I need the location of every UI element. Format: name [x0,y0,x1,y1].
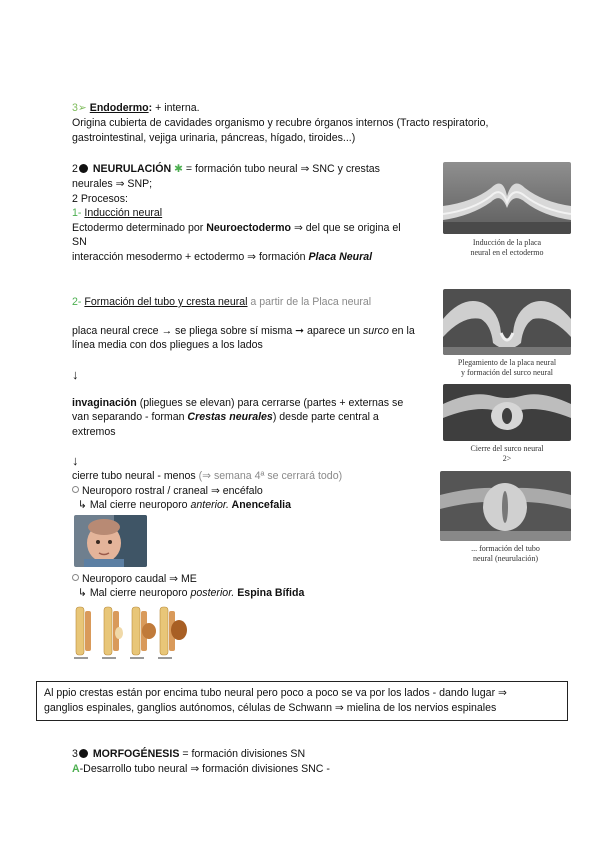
arrow-bullet-icon: ➢ [77,102,87,114]
proceso2-prefix: 2- [72,296,85,308]
caption-cierre-line1: Cierre del surco neural [470,444,544,453]
proceso2-rest: a partir de la Placa neural [247,296,372,308]
neurulacion-line7 [72,250,372,264]
morfogenesis-heading [72,747,305,761]
formacion-p1-line1 [72,324,415,338]
proceso2-heading [72,295,371,309]
arrow-down-icon: ↓ [72,367,79,382]
neurulacion-line6: SN [72,236,87,248]
subitem-text: -Desarrollo tubo neural ⇒ formación divisiones SNC - [79,763,330,775]
caption-plegamiento-line1: Plegamiento de la placa neural [457,358,557,367]
caudal-subitem [78,586,304,600]
micrograph-plegamiento [443,289,571,355]
caption-cierre-line2: 2> [502,454,512,463]
caption-induccion-line1: Inducción de la placa [472,238,542,247]
endodermo-text-line2: gastrointestinal, vejiga urinaria, páncreas, hígado, tiroides...) [72,132,356,144]
rostral-subitem [78,498,291,512]
anencefalia-photo [74,515,147,567]
crestas-neurales-term: Crestas neurales [187,411,273,423]
caption-plegamiento [443,358,571,378]
anencefalia-term: Anencefalia [229,499,292,511]
neurulacion-line2: neurales ⇒ SNP; [72,178,153,190]
star-icon: ✱ [174,163,183,175]
micrograph-cierre-surco [443,384,571,441]
formacion-p2-line3: extremos [72,426,116,438]
neurulacion-line3: 2 Procesos: [72,193,128,205]
morfogenesis-title: MORFOGÉNESIS [92,748,180,760]
proceso1-title: Inducción neural [84,207,163,219]
invaginacion-term: invaginación [72,397,137,409]
black-circle-icon-2 [79,749,88,758]
placa-neural-term: Placa Neural [308,251,373,263]
line5-c: ⇒ del que se origina el [291,222,401,234]
caption-plegamiento-line2: y formación del surco neural [461,368,553,377]
neurulacion-heading [72,162,380,176]
note-box-line1: Al ppio crestas están por encima tubo neural pero poco a poco se va por los lados - dando lugar ⇒ [44,687,507,699]
neurulacion-rest: = formación tubo neural ⇒ SNC y crestas [182,163,380,175]
formacion-p1-line2: línea media con dos pliegues a los lados [72,339,263,351]
p1-c: en la [388,325,415,337]
hollow-circle-icon [72,486,79,493]
micrograph-tubo-neural [440,471,571,541]
micrograph-induccion-placa [443,162,571,234]
note-box [36,681,568,721]
caption-tubo-line2: neural (neurulación) [472,554,539,563]
p1-a: placa neural crece → se pliega sobre sí misma ➞ aparece un [72,325,363,337]
anterior-term: anterior. [190,499,229,511]
morfogenesis-number: 3 [72,748,78,760]
morfogenesis-subitem [72,762,330,776]
p3-a: cierre tubo neural - menos [72,470,199,482]
note-box-line2: ganglios espinales, ganglios autónomos, células de Schwann ⇒ mielina de los nervios espinales [44,702,497,714]
proceso1-heading [72,206,162,220]
morfogenesis-rest: = formación divisiones SN [179,748,306,760]
proceso2-title: Formación del tubo y cresta neural [84,296,248,308]
formacion-p2-line2 [72,410,379,424]
endodermo-rest: + interna. [152,102,200,114]
rostral-sub-a: ↳ Mal cierre neuroporo [78,499,191,511]
hollow-circle-icon-2 [72,574,79,581]
caption-tubo-line1: ... formación del tubo [471,544,540,553]
neurulacion-line5 [72,221,401,235]
line5-a: Ectodermo determinado por [72,222,207,234]
posterior-term: posterior. [190,587,235,599]
neurulacion-number: 2 [72,163,78,175]
proceso1-prefix: 1- [72,207,85,219]
endodermo-title: Endodermo [89,102,149,114]
neurulacion-title: NEURULACIÓN [92,163,172,175]
rostral-item [72,484,263,498]
endodermo-text-line1: Origina cubierta de cavidades organismo y recubre órganos internos (Tracto respiratorio, [72,117,489,129]
neuroectodermo-term: Neuroectodermo [206,222,292,234]
subitem-letter: A [72,763,80,775]
p2-b: (pliegues se elevan) para cerrarse (partes + externas se [136,397,404,409]
endodermo-number: 3 [72,102,78,114]
caption-cierre [443,444,571,464]
arrow-down-icon-2: ↓ [72,453,79,468]
caption-tubo [440,544,571,564]
black-circle-icon [79,164,88,173]
line7-a: interacción mesodermo + ectodermo ⇒ formación [72,251,309,263]
caudal-text: Neuroporo caudal ⇒ ME [82,573,197,585]
surco-term: surco [362,325,389,337]
endodermo-heading [72,101,200,115]
espina-bifida-term: Espina Bífida [234,587,305,599]
formacion-p3 [72,469,342,483]
formacion-p2-line1 [72,396,403,410]
caudal-sub-a: ↳ Mal cierre neuroporo [78,587,191,599]
rostral-text: Neuroporo rostral / craneal ⇒ encéfalo [82,485,263,497]
p2-line2-c: ) desde parte central a [272,411,379,423]
endodermo-colon: : [148,102,153,114]
caudal-item [72,572,197,586]
caption-induccion [443,238,571,258]
p3-b: (⇒ semana 4ª se cerrará todo) [198,470,343,482]
p2-line2-a: van separando - forman [72,411,188,423]
caption-induccion-line2: neural en el ectodermo [470,248,544,257]
espina-bifida-illustration [72,603,188,661]
